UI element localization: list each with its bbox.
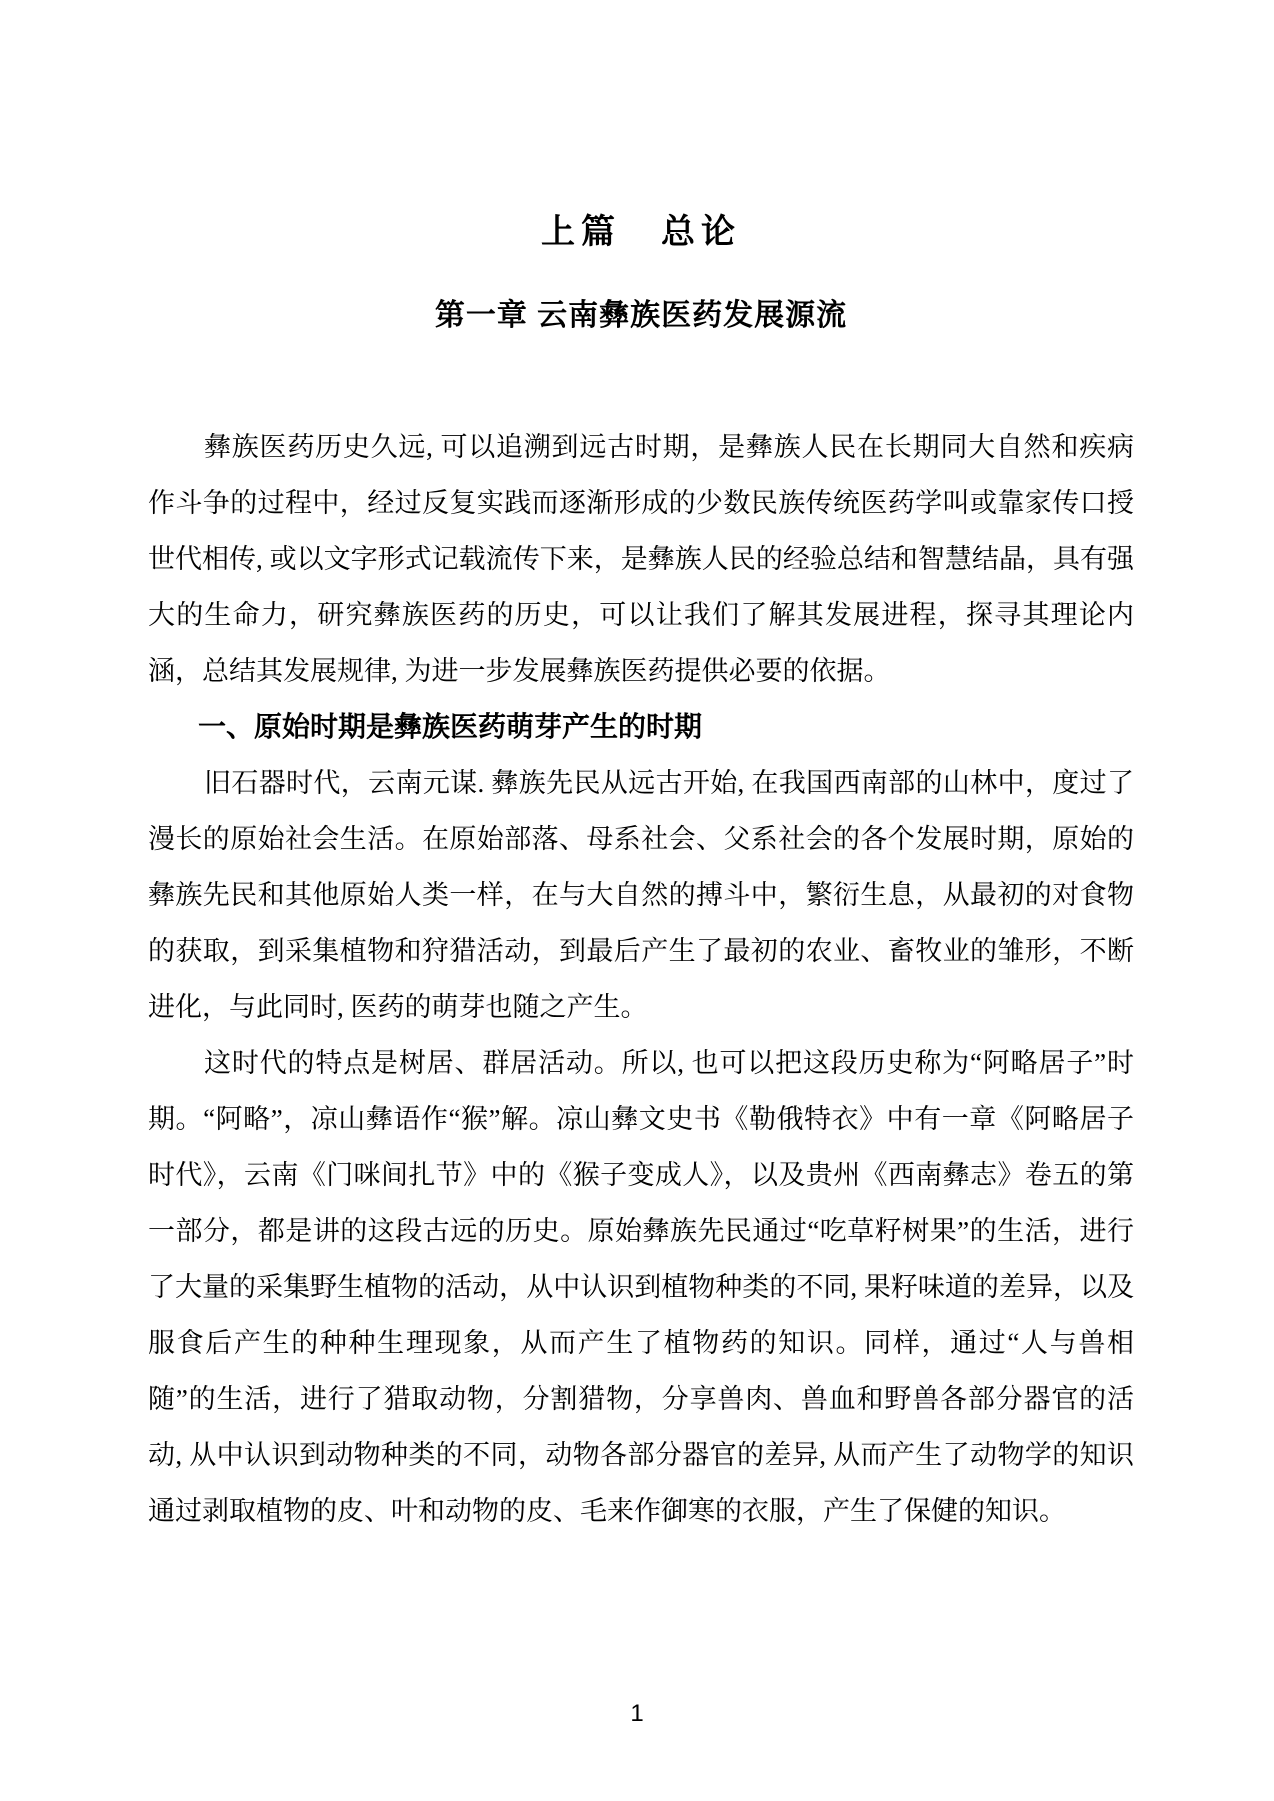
chapter-title: 第一章 云南彝族医药发展源流 xyxy=(434,299,848,332)
paragraph-section1-second: 这时代的特点是树居、群居活动。所以, 也可以把这段历史称为“阿略居子”时期。“阿略”，凉山彝语作“猴”解。凉山彝文史书《勒俄特衣》中有一章《阿略居子时代》，云南《门咪间扎节》中的《猴子变成人》，以及贵州《西南彝志》卷五的第一部分，都是讲的这段古远的历史。原始彝族先民通过“吃草籽树果”的生活，进行了大量的采集野生植物的活动，从中认识到植物种类的不同, 果籽味道的差异，以及服食后产生的种种生理现象，从而产生了植物药的知识。同样，通过“人与兽相随”的生活，进行了猎取动物，分割猎物，分享兽肉、兽血和野兽各部分器官的活动, 从中认识到动物种类的不同，动物各部分器官的差异, 从而产生了动物学的知识通过剥取植物的皮、叶和动物的皮、毛来作御寒的衣服，产生了保健的知识。 xyxy=(148,1048,1134,1526)
paragraph-section1-first: 旧石器时代，云南元谋. 彝族先民从远古开始, 在我国西南部的山林中，度过了漫长的原始社会生活。在原始部落、母系社会、父系社会的各个发展时期，原始的彝族先民和其他原始人类一样，在与大自然的搏斗中，繁衍生息，从最初的对食物的获取，到采集植物和狩猎活动，到最后产生了最初的农业、畜牧业的雏形，不断进化，与此同时, 医药的萌芽也随之产生。 xyxy=(148,768,1134,1022)
part-title: 上篇 总论 xyxy=(541,213,741,251)
section-one-heading: 一、原始时期是彝族医药萌芽产生的时期 xyxy=(198,711,703,742)
paragraph-intro: 彝族医药历史久远, 可以追溯到远古时期，是彝族人民在长期同大自然和疾病作斗争的过程中，经过反复实践而逐渐形成的少数民族传统医药学叫或靠家传口授世代相传, 或以文字形式记载流传下来，是彝族人民的经验总结和智慧结晶，具有强大的生命力，研究彝族医药的历史，可以让我们了解其发展进程，探寻其理论内涵，总结其发展规律, 为进一步发展彝族医药提供必要的依据。 xyxy=(148,432,1134,686)
page-number: 1 xyxy=(630,1700,644,1727)
